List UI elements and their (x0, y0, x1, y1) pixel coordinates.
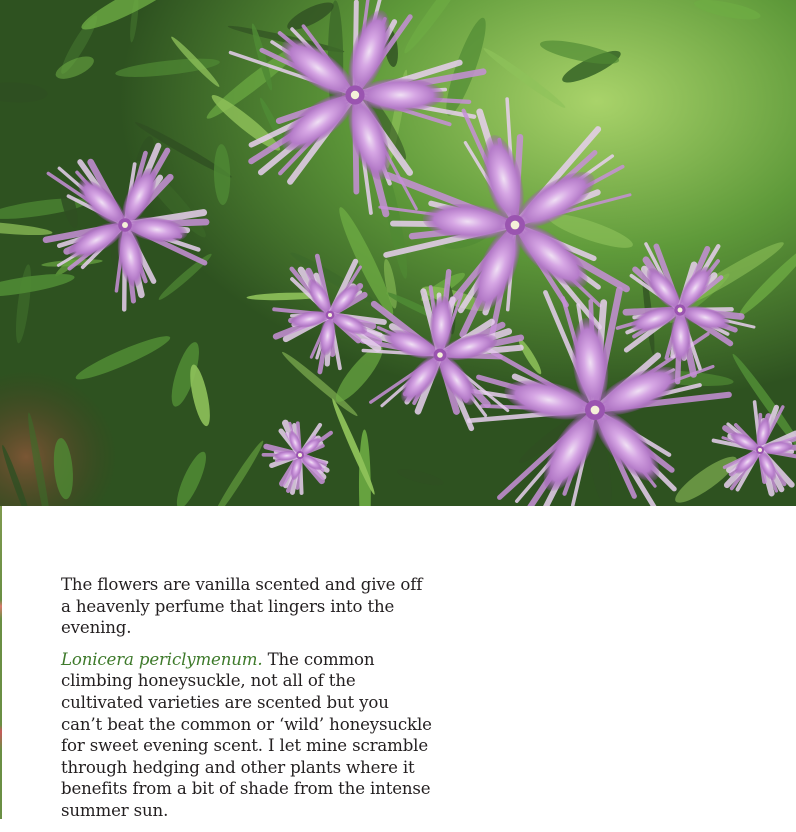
flower-stamen (122, 222, 128, 228)
page-edge-stripe (0, 506, 2, 819)
flower-stamen (511, 221, 520, 230)
flower-stamen (591, 406, 600, 415)
flower-stamen (758, 448, 762, 452)
article-body (61, 574, 433, 832)
latin-plant-name: Lonicera periclymenum. (61, 650, 263, 669)
paragraph-honeysuckle (61, 649, 433, 822)
flower-stamen (678, 308, 683, 313)
paragraph-vanilla-scent: The flowers are vanilla scented and give off a heavenly perfume that lingers into the evening. (61, 574, 433, 639)
paragraph-honeysuckle-text: The common climbing honeysuckle, not all of the cultivated varieties are scented but you can’t beat the common or ‘wild’ honeysuckle for sweet evening scent. I let mine scramble through hedging and other plants where it benefits from a bit of shade from the intense summer sun. (61, 650, 432, 820)
flower-stamen (298, 453, 302, 457)
flower-stamen (351, 91, 359, 99)
flower-stamen (328, 313, 332, 317)
flower-stamen (437, 352, 443, 358)
